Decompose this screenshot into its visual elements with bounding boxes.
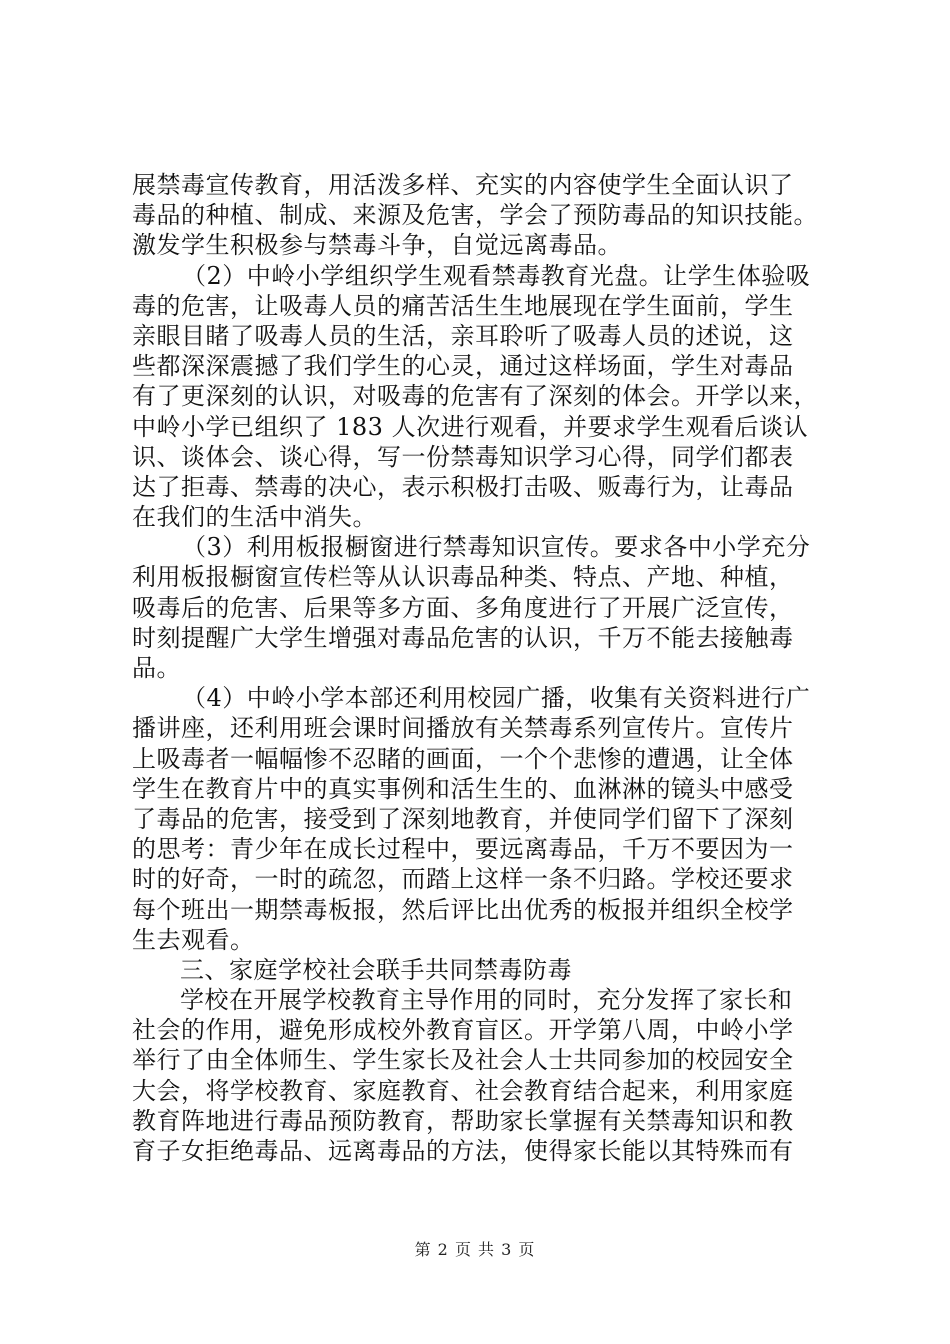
text-line: 学生在教育片中的真实事例和活生生的、血淋淋的镜头中感受 [132, 774, 794, 803]
text-line: 时刻提醒广大学生增强对毒品危害的认识，千万不能去接触毒 [132, 623, 794, 652]
text-line: 时的好奇，一时的疏忽，而踏上这样一条不归路。学校还要求 [132, 865, 794, 894]
text-line: 品。 [132, 654, 181, 682]
text-line: 利用板报橱窗宣传栏等从认识毒品种类、特点、产地、种植， [132, 563, 794, 592]
text-line: 激发学生积极参与禁毒斗争，自觉远离毒品。 [132, 231, 622, 260]
text-line: 育子女拒绝毒品、远离毒品的方法，使得家长能以其特殊而有 [132, 1137, 794, 1165]
text-line: 大会，将学校教育、家庭教育、社会教育结合起来，利用家庭 [132, 1076, 794, 1105]
paragraph-start-line: 学校在开展学校教育主导作用的同时，充分发挥了家长和 [180, 986, 793, 1015]
text-line: 亲眼目睹了吸毒人员的生活，亲耳聆听了吸毒人员的述说，这 [132, 321, 794, 350]
text-line: 毒品的种植、制成、来源及危害，学会了预防毒品的知识技能。 [132, 201, 818, 230]
text-line: 在我们的生活中消失。 [132, 503, 377, 532]
paragraph-start-line: （3）利用板报橱窗进行禁毒知识宣传。要求各中小学充分 [182, 533, 811, 562]
text-line: 社会的作用，避免形成校外教育盲区。开学第八周，中岭小学 [132, 1016, 794, 1045]
text-line: 毒的危害，让吸毒人员的痛苦活生生地展现在学生面前，学生 [132, 291, 794, 320]
text-line: 教育阵地进行毒品预防教育，帮助家长掌握有关禁毒知识和教 [132, 1106, 794, 1135]
text-line: 生去观看。 [132, 925, 255, 954]
page-footer: 第 2 页 共 3 页 [414, 1240, 536, 1259]
text-line: 的思考：青少年在成长过程中，要远离毒品，千万不要因为一 [132, 835, 794, 864]
text-line: 有了更深刻的认识，对吸毒的危害有了深刻的体会。开学以来， [132, 382, 818, 411]
section-heading: 三、家庭学校社会联手共同禁毒防毒 [180, 955, 572, 984]
text-line: 达了拒毒、禁毒的决心，表示积极打击吸、贩毒行为，让毒品 [132, 472, 794, 501]
text-line: 了毒品的危害，接受到了深刻地教育，并使同学们留下了深刻 [132, 804, 794, 833]
document-body [132, 170, 832, 1166]
text-line: 识、谈体会、谈心得，写一份禁毒知识学习心得，同学们都表 [132, 442, 794, 471]
text-line: 吸毒后的危害、后果等多方面、多角度进行了开展广泛宣传， [132, 593, 794, 622]
text-line: 些都深深震撼了我们学生的心灵，通过这样场面，学生对毒品 [132, 352, 794, 381]
text-line: 每个班出一期禁毒板报，然后评比出优秀的板报并组织全校学 [132, 895, 794, 924]
text-line: 上吸毒者一幅幅惨不忍睹的画面，一个个悲惨的遭遇，让全体 [132, 744, 794, 773]
text-line: 展禁毒宣传教育，用活泼多样、充实的内容使学生全面认识了 [132, 171, 794, 199]
text-line: 播讲座，还利用班会课时间播放有关禁毒系列宣传片。宣传片 [132, 714, 794, 743]
paragraph-start-line: （4）中岭小学本部还利用校园广播，收集有关资料进行广 [182, 684, 811, 713]
text-line: 举行了由全体师生、学生家长及社会人士共同参加的校园安全 [132, 1046, 794, 1075]
paragraph-start-line: （2）中岭小学组织学生观看禁毒教育光盘。让学生体验吸 [182, 261, 811, 290]
text-line: 中岭小学已组织了 183 人次进行观看，并要求学生观看后谈认 [132, 412, 809, 441]
